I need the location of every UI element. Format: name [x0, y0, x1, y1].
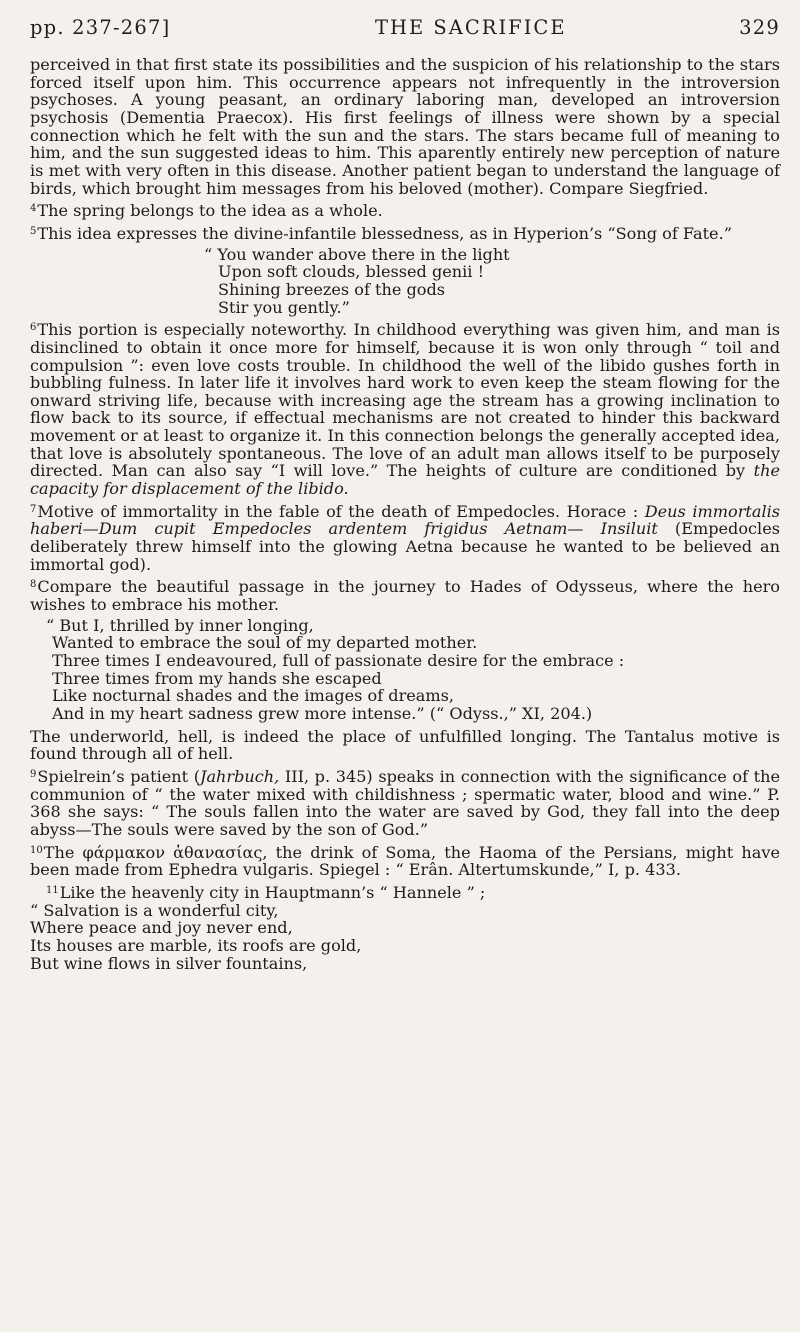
- verse-line: Shining breezes of the gods: [218, 279, 446, 299]
- page-range: pp. 237-267]: [30, 16, 171, 39]
- footnote-number: 6: [30, 322, 37, 334]
- footnote-7: [30, 503, 780, 574]
- verse-line: “ You wander above there in the light: [204, 244, 510, 264]
- verse-quote: [30, 246, 780, 317]
- footnote-number: 8: [30, 579, 37, 591]
- verse-line: Like nocturnal shades and the images of dreams,: [52, 686, 455, 706]
- verse-line: “ But I, thrilled by inner longing,: [46, 615, 314, 635]
- footnote-8: [30, 578, 780, 613]
- continued-footnote: perceived in that first state its possibilities and the suspicion of his relationship to the stars forced itself upon him. This occurrence appears not infrequently in the introversion psychoses. A young peasant, an ordinary laboring man, developed an introversion psychosis (Dementia Praecox). His first feelings of illness were shown by a special connection which he felt with the sun and the stars. The stars became full of meaning to him, and the sun suggested ideas to him. This aparently entirely new perception of nature is met with very often in this disease. Another patient began to understand the language of birds, which brought him messages from his beloved (mother). Compare Siegfried.: [30, 55, 780, 198]
- verse-line: “ Salvation is a wonderful city,: [30, 900, 279, 920]
- footnote-text: The φάρμακον ἀθανασίας, the drink of Soma, the Haoma of the Persians, might have been made from Ephedra vulgaris. Spiegel : “ Erân. Altertumskunde,” I, p. 433.: [30, 842, 780, 880]
- verse-line: And in my heart sadness grew more intense.” (“ Odyss.,” XI, 204.): [52, 703, 593, 723]
- footnote-text: III, p. 345) speaks in connection with the significance of the communion of “ the water mixed with childishness ; spermatic water, blood and wine.” P. 368 she says: “ The souls fallen into the water are saved by God, they fall into the deep abyss—The souls were saved by the son of God.”: [30, 766, 780, 839]
- footnote-5: [30, 225, 780, 243]
- verse-text: Like the heavenly city in Hauptmann’s “ Hannele ” ;: [59, 882, 486, 902]
- footnote-number: 10: [30, 844, 43, 856]
- verse-line: Wanted to embrace the soul of my departed mother.: [52, 633, 478, 653]
- footnote-number: 7: [30, 503, 37, 515]
- verse-line: But wine flows in silver fountains,: [30, 953, 308, 973]
- verse-line: Three times I endeavoured, full of passionate desire for the embrace :: [52, 651, 625, 670]
- footnote-text: This idea expresses the divine-infantile blessedness, as in Hyperion’s “Song of Fate.”: [37, 223, 732, 243]
- page-number: 329: [739, 16, 780, 39]
- footnote-number: 4: [30, 203, 37, 215]
- book-page: [30, 8, 780, 977]
- footnote-4: [30, 202, 780, 220]
- verse-line: Three times from my hands she escaped: [52, 668, 382, 688]
- footnote-text: This portion is especially noteworthy. In childhood everything was given him, and man is disinclined to obtain it once more for himself, because it is won only through “ toil and compulsion ”: even love costs trouble. In childhood the well of the libido gushes forth in bubbling fulness. In later life it involves hard work to even keep the steam flowing for the onward striving life, because with increasing age the stream has a growing inclination to flow back to its source, if effectual mechanisms are not created to hinder this backward movement or at least to organize it. In this connection belongs the generally accepted idea, that love is absolutely spontaneous. The love of an adult man allows itself to be purposely directed. Man can also say “I will love.” The heights of culture are conditioned by: [30, 320, 780, 481]
- footnote-text: Motive of immortality in the fable of the death of Empedocles. Horace :: [37, 501, 645, 521]
- footnote-text: (Empedocles deliberately threw himself into the glowing Aetna because he wanted to be believed an immortal god).: [30, 519, 780, 574]
- footnote-9: [30, 768, 780, 839]
- latin-quote: Deus immortalis haberi—Dum cupit Empedocles ardentem frigidus Aetnam— Insiluit: [30, 501, 781, 539]
- footnote-continuation: The underworld, hell, is indeed the place of unfulfilled longing. The Tantalus motive is found through all of hell.: [30, 726, 780, 764]
- verse-line: Stir you gently.”: [218, 297, 350, 317]
- emphasized-text: the capacity for displacement of the libido.: [30, 461, 780, 499]
- chapter-title: THE SACRIFICE: [374, 16, 567, 39]
- footnote-text: Spielrein’s patient (: [37, 766, 200, 786]
- footnote-number: 9: [30, 768, 37, 780]
- journal-title: Jahrbuch,: [200, 766, 280, 786]
- verse-line: Its houses are marble, its roofs are gold,: [30, 935, 362, 955]
- running-head: [30, 8, 780, 48]
- footnote-11: [30, 884, 780, 972]
- footnote-text: The spring belongs to the idea as a whole.: [37, 201, 383, 221]
- footnote-10: [30, 844, 780, 879]
- footnote-number: 5: [30, 225, 37, 237]
- verse-line: Upon soft clouds, blessed genii !: [218, 262, 485, 282]
- verse-line: Where peace and joy never end,: [30, 918, 293, 938]
- footnote-6: [30, 321, 780, 498]
- footnote-text: Compare the beautiful passage in the journey to Hades of Odysseus, where the hero wishes to embrace his mother.: [30, 577, 780, 615]
- footnotes-body: [30, 56, 780, 972]
- footnote-number: 11: [46, 884, 59, 896]
- verse-line: [30, 884, 780, 902]
- verse-quote: [30, 617, 780, 723]
